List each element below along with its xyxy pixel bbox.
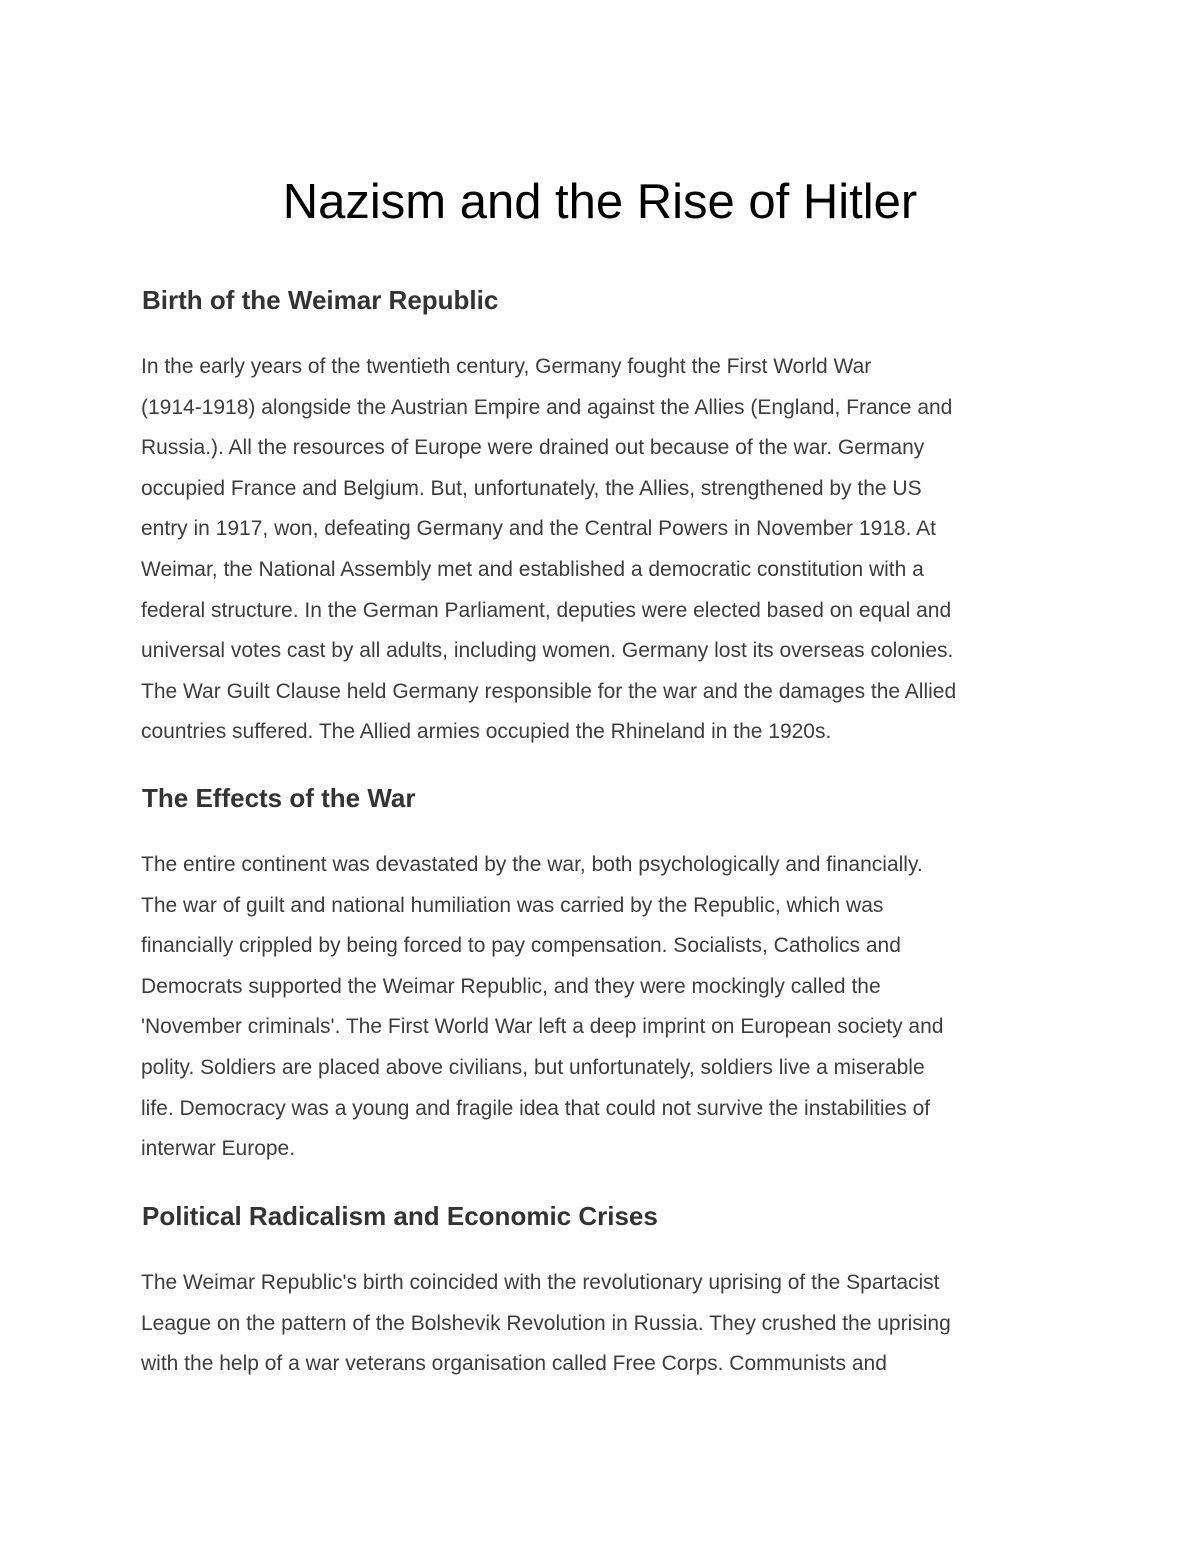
- paragraph-line: financially crippled by being forced to pay compensation. Socialists, Catholics and: [141, 934, 901, 958]
- paragraph-line: with the help of a war veterans organisation called Free Corps. Communists and: [141, 1352, 887, 1376]
- paragraph-line: Weimar, the National Assembly met and established a democratic constitution with a: [141, 557, 924, 581]
- paragraph-line: The Weimar Republic's birth coincided with the revolutionary uprising of the Spartacist: [141, 1271, 940, 1294]
- paragraph-line: universal votes cast by all adults, including women. Germany lost its overseas colonies.: [141, 639, 954, 663]
- paragraph-line: occupied France and Belgium. But, unfortunately, the Allies, strengthened by the US: [141, 476, 922, 500]
- paragraph-line: Democrats supported the Weimar Republic, and they were mockingly called the: [141, 974, 881, 998]
- document-title: Nazism and the Rise of Hitler: [282, 175, 918, 229]
- paragraph-line: entry in 1917, won, defeating Germany and the Central Powers in November 1918. At: [141, 517, 936, 541]
- paragraph-line: countries suffered. The Allied armies occupied the Rhineland in the 1920s.: [141, 720, 832, 744]
- section-heading-birth-of-weimar-republic: Birth of the Weimar Republic: [142, 285, 499, 315]
- paragraph-line: The War Guilt Clause held Germany responsible for the war and the damages the Allied: [141, 679, 957, 703]
- paragraph-line: polity. Soldiers are placed above civilians, but unfortunately, soldiers live a miserable: [141, 1055, 925, 1079]
- section-heading-political-radicalism: Political Radicalism and Economic Crises: [142, 1201, 658, 1231]
- paragraph-line: interwar Europe.: [141, 1137, 296, 1161]
- paragraph-line: The entire continent was devastated by the war, both psychologically and financially.: [141, 853, 923, 876]
- section-heading-effects-of-the-war: The Effects of the War: [142, 783, 416, 813]
- paragraph-line: 'November criminals'. The First World War left a deep imprint on European society and: [141, 1015, 944, 1039]
- paragraph-line: Russia.). All the resources of Europe were drained out because of the war. Germany: [141, 436, 925, 460]
- paragraph-line: The war of guilt and national humiliation was carried by the Republic, which was: [141, 893, 884, 917]
- section-paragraph-birth-of-weimar-republic: [141, 347, 1071, 753]
- paragraph-line: In the early years of the twentieth century, Germany fought the First World War: [141, 355, 872, 378]
- paragraph-line: life. Democracy was a young and fragile idea that could not survive the instabilities of: [141, 1096, 931, 1120]
- paragraph-line: (1914-1918) alongside the Austrian Empire and against the Allies (England, France and: [141, 395, 953, 419]
- section-paragraph-effects-of-the-war: [141, 845, 1071, 1170]
- paragraph-line: League on the pattern of the Bolshevik Revolution in Russia. They crushed the uprising: [141, 1311, 951, 1335]
- section-paragraph-political-radicalism: [141, 1263, 1071, 1385]
- paragraph-line: federal structure. In the German Parliament, deputies were elected based on equal and: [141, 598, 952, 622]
